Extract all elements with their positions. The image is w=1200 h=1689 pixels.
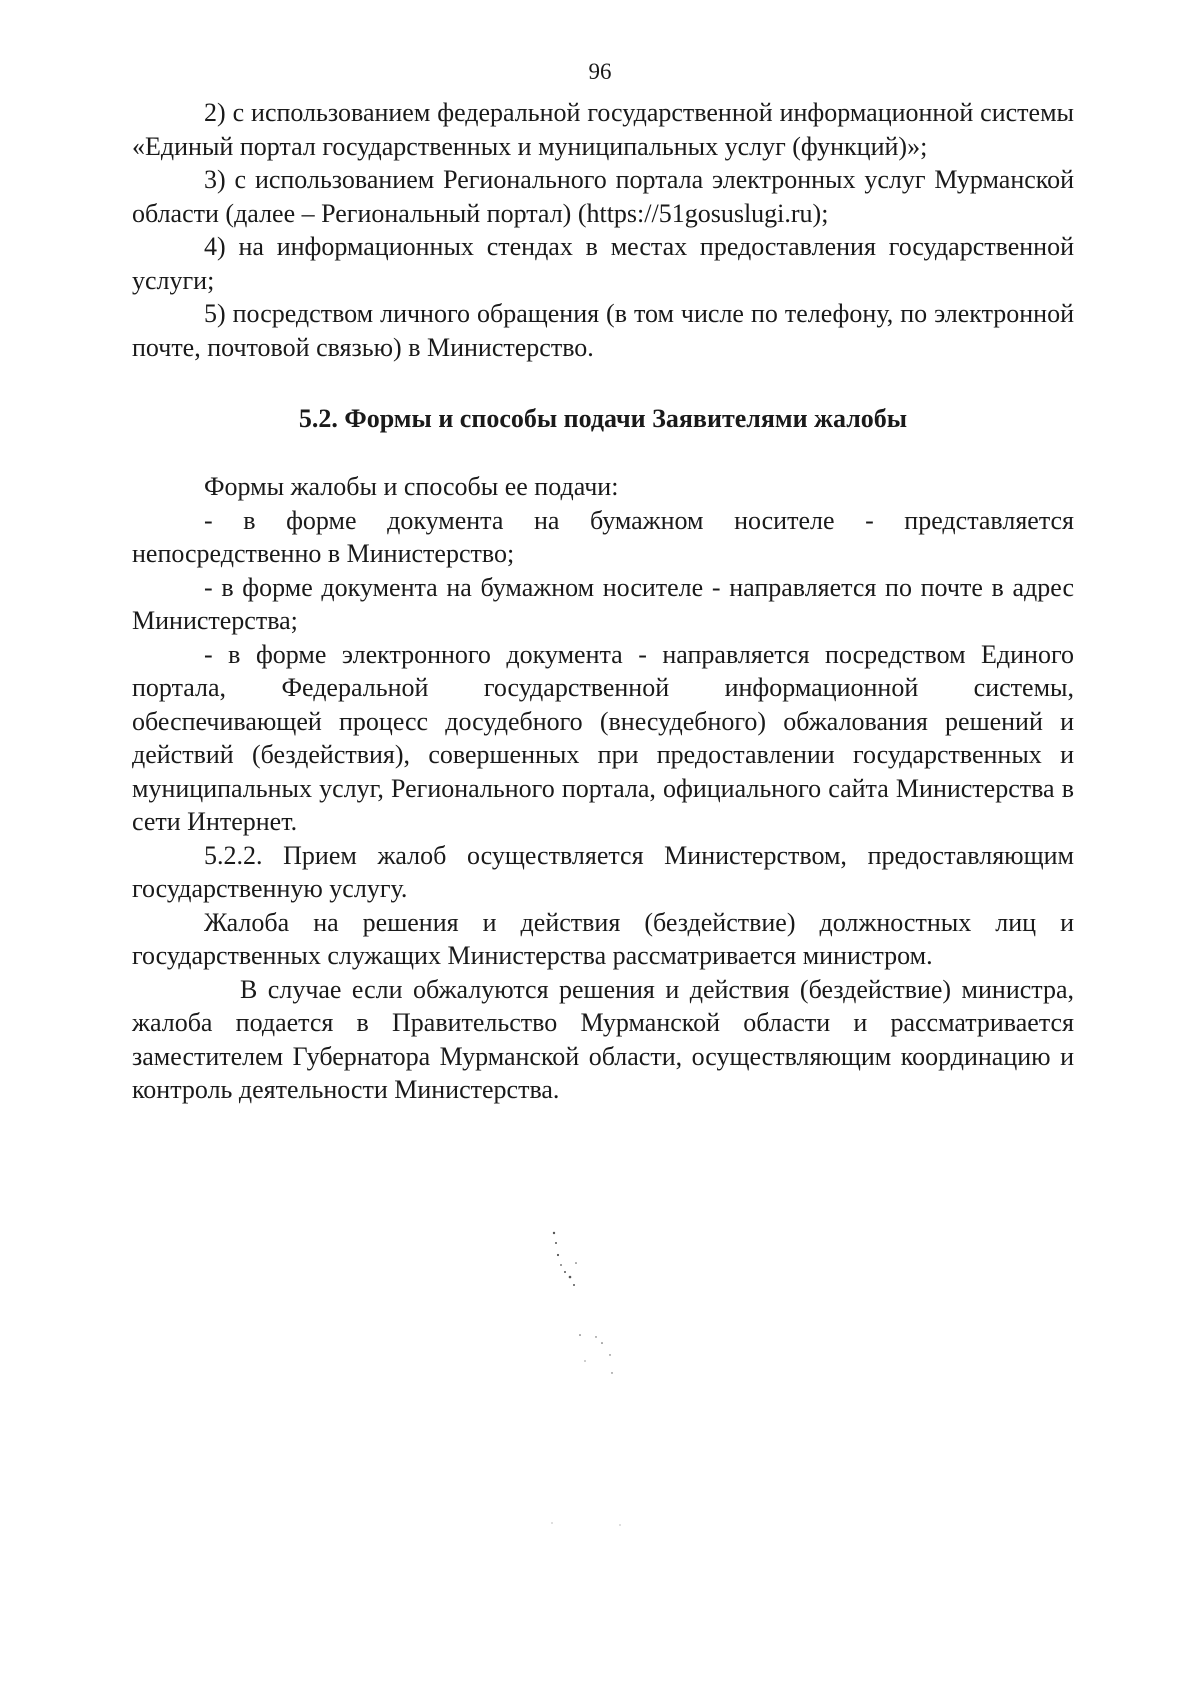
scan-artifact-marks — [540, 1225, 680, 1545]
paragraph: - в форме документа на бумажном носителе - направляется по почте в адрес Министерства; — [132, 572, 1074, 635]
paragraph: - в форме электронного документа - направляется посредством Единого портала, Федеральной государственной информационной системы, обеспечивающей процесс досудебного (внесудебного) обжалования решений и действий (бездействия), совершенных при предоставлении государственных и муниципальных услуг, Регионального портала, официального сайта Министерства в сети Интернет. — [132, 639, 1074, 836]
list-item: 4) на информационных стендах в местах предоставления государственной услуги; — [132, 232, 1074, 295]
list-item: 2) с использованием федеральной государственной информационной системы «Единый портал государственных и муниципальных услуг (функций)»; — [132, 98, 1074, 161]
list-item: 3) с использованием Регионального портала электронных услуг Мурманской области (далее – Региональный портал) (https://51gosuslugi.ru); — [132, 165, 1074, 228]
list-block — [132, 96, 1074, 364]
paragraph: Жалоба на решения и действия (бездействие) должностных лиц и государственных служащих Министерства рассматривается министром. — [132, 907, 1074, 970]
paragraph: - в форме документа на бумажном носителе - представляется непосредственно в Министерство; — [132, 505, 1074, 568]
paragraph: Формы жалобы и способы ее подачи: — [204, 472, 619, 501]
paragraph: 5.2.2. Прием жалоб осуществляется Министерством, предоставляющим государственную услугу. — [132, 840, 1074, 903]
list-item: 5) посредством личного обращения (в том числе по телефону, по электронной почте, почтовой связью) в Министерство. — [132, 299, 1074, 362]
section-body — [132, 470, 1074, 1107]
section-heading: 5.2. Формы и способы подачи Заявителями жалобы — [298, 404, 908, 433]
paragraph: В случае если обжалуются решения и действия (бездействие) министра, жалоба подается в Правительство Мурманской области и рассматривается заместителем Губернатора Мурманской области, осуществляющим координацию и контроль деятельности Министерства. — [132, 974, 1074, 1104]
page-number: 96 — [588, 59, 612, 84]
